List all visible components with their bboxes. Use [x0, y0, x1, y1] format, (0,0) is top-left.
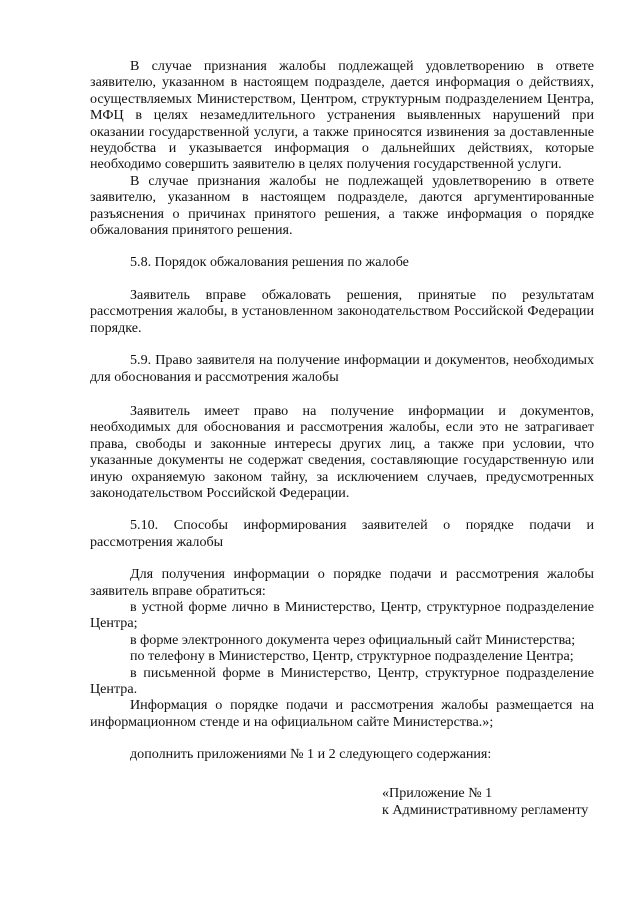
section-heading-5-10: 5.10. Способы информирования заявителей о порядке подачи и рассмотрения жалобы: [90, 517, 594, 550]
paragraph-appeal-right: Заявитель вправе обжаловать решения, принятые по результатам рассмотрения жалобы, в установленном законодательством Российской Федерации порядке.: [90, 286, 594, 336]
paragraph-rejected-complaint: В случае признания жалобы не подлежащей удовлетворению в ответе заявителю, указанном в настоящем подразделе, даются аргументированные разъяснения о причинах принятого решения, а также информация о порядке обжалования принятого решения.: [90, 172, 594, 239]
document-body: [90, 58, 594, 763]
paragraph-info-placement: Информация о порядке подачи и рассмотрения жалобы размещается на информационном стенде и на официальном сайте Министерства.»;: [90, 697, 594, 730]
section-heading-5-8: 5.8. Порядок обжалования решения по жалобе: [130, 254, 409, 271]
appendix-header: [382, 785, 588, 819]
list-item-oral-form: в устной форме лично в Министерство, Центр, структурное подразделение Центра;: [90, 598, 594, 632]
section-heading-5-9: 5.9. Право заявителя на получение информации и документов, необходимых для обоснования и рассмотрения жалобы: [90, 352, 594, 385]
paragraph-satisfied-complaint: В случае признания жалобы подлежащей удовлетворению в ответе заявителю, указанном в настоящем подразделе, дается информация о действиях, осуществляемых Министерством, Центром, структурным подразделением Центра, МФЦ в целях незамедлительного устранения выявленных нарушений при оказании государственной услуги, а также приносятся извинения за доставленные неудобства и указывается информация о дальнейших действиях, которые необходимо совершить заявителю в целях получения государственной услуги.: [90, 58, 594, 173]
list-item-electronic-form: в форме электронного документа через официальный сайт Министерства;: [130, 631, 576, 648]
paragraph-add-appendices: дополнить приложениями № 1 и 2 следующего содержания:: [130, 746, 492, 763]
paragraph-how-to-get-info: Для получения информации о порядке подачи и рассмотрения жалобы заявитель вправе обратиться:: [90, 566, 594, 599]
paragraph-information-right: Заявитель имеет право на получение информации и документов, необходимых для обоснования и рассмотрения жалобы, если это не затрагивает права, свободы и законные интересы других лиц, а также при условии, что указанные документы не содержат сведения, составляющие государственную или иную охраняемую законом тайну, за исключением случаев, предусмотренных законодательством Российской Федерации.: [90, 402, 594, 501]
list-item-written-form: в письменной форме в Министерство, Центр, структурное подразделение Центра.: [90, 664, 594, 697]
appendix-title: «Приложение № 1: [382, 785, 493, 801]
appendix-subtitle: к Административному регламенту: [382, 802, 589, 818]
list-item-phone: по телефону в Министерство, Центр, структурное подразделение Центра;: [130, 648, 574, 665]
